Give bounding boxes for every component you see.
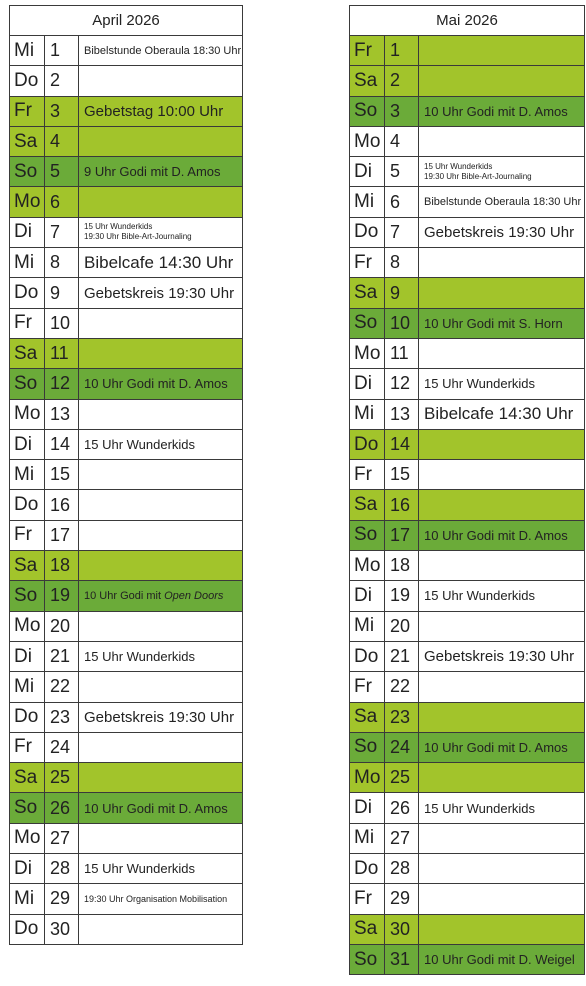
event-cell: [79, 914, 243, 944]
weekday-cell: So: [350, 96, 385, 126]
calendar-row: [350, 308, 585, 338]
event-cell: Bibelcafe 14:30 Uhr: [419, 399, 585, 429]
event-cell: [419, 338, 585, 368]
day-number-cell: 8: [385, 248, 419, 278]
calendar-row: [350, 187, 585, 217]
weekday-cell: Mo: [350, 126, 385, 156]
weekday-cell: Sa: [350, 914, 385, 944]
event-line: 15 Uhr Wunderkids: [84, 222, 153, 232]
calendar-row: [10, 641, 243, 671]
weekday-cell: Do: [350, 854, 385, 884]
weekday-cell: Mo: [10, 611, 45, 641]
event-cell: [419, 248, 585, 278]
event-cell: [419, 429, 585, 459]
event-cell: 10 Uhr Godi mit D. Amos: [419, 96, 585, 126]
event-cell: [419, 157, 585, 187]
calendar-row: [10, 278, 243, 308]
event-cell: 15 Uhr Wunderkids: [79, 429, 243, 459]
calendar-row: [350, 672, 585, 702]
event-cell: 10 Uhr Godi mit D. Weigel: [419, 944, 585, 974]
weekday-cell: Fr: [350, 672, 385, 702]
weekday-cell: Fr: [350, 884, 385, 914]
day-number-cell: 13: [45, 399, 79, 429]
day-number-cell: 5: [45, 157, 79, 187]
weekday-cell: Di: [350, 157, 385, 187]
event-cell: [419, 854, 585, 884]
weekday-cell: Mi: [10, 460, 45, 490]
weekday-cell: Do: [350, 429, 385, 459]
event-cell: [419, 914, 585, 944]
day-number-cell: 10: [45, 308, 79, 338]
calendar-row: [350, 763, 585, 793]
event-cell: [79, 217, 243, 247]
event-cell: [79, 551, 243, 581]
day-number-cell: 11: [45, 338, 79, 368]
event-cell: 15 Uhr Wunderkids: [419, 581, 585, 611]
day-number-cell: 24: [385, 732, 419, 762]
calendar-row: [10, 793, 243, 823]
event-cell: [79, 66, 243, 96]
weekday-cell: Di: [10, 641, 45, 671]
day-number-cell: 19: [45, 581, 79, 611]
event-cell: [79, 338, 243, 368]
weekday-cell: Do: [350, 641, 385, 671]
calendar-row: [350, 732, 585, 762]
calendar-row: [350, 369, 585, 399]
event-guest: Open Doors: [164, 589, 224, 602]
day-number-cell: 1: [385, 36, 419, 66]
day-number-cell: 27: [45, 823, 79, 853]
calendar-row: [10, 36, 243, 66]
event-cell: [419, 611, 585, 641]
day-number-cell: 26: [45, 793, 79, 823]
weekday-cell: Mi: [10, 248, 45, 278]
weekday-cell: Mo: [10, 823, 45, 853]
calendar-row: [350, 944, 585, 974]
day-number-cell: 15: [45, 460, 79, 490]
calendar-row: [10, 884, 243, 914]
day-number-cell: 12: [385, 369, 419, 399]
calendar-row: [350, 702, 585, 732]
day-number-cell: 7: [385, 217, 419, 247]
event-cell: 19:30 Uhr Organisation Mobilisation: [79, 884, 243, 914]
calendar-row: [350, 217, 585, 247]
event-cell: Gebetskreis 19:30 Uhr: [79, 702, 243, 732]
day-number-cell: 23: [385, 702, 419, 732]
event-cell: 10 Uhr Godi mit D. Amos: [419, 520, 585, 550]
calendar-row: [10, 854, 243, 884]
weekday-cell: Sa: [350, 490, 385, 520]
day-number-cell: 9: [385, 278, 419, 308]
calendar-row: [350, 66, 585, 96]
calendar-row: [10, 702, 243, 732]
event-cell: [79, 672, 243, 702]
day-number-cell: 10: [385, 308, 419, 338]
calendar-mai: [349, 5, 585, 975]
calendar-row: [350, 126, 585, 156]
weekday-cell: Mi: [10, 36, 45, 66]
day-number-cell: 7: [45, 217, 79, 247]
month-title: Mai 2026: [350, 6, 585, 36]
event-cell: 10 Uhr Godi mit D. Amos: [79, 369, 243, 399]
event-cell: [79, 763, 243, 793]
day-number-cell: 29: [385, 884, 419, 914]
calendar-row: [350, 854, 585, 884]
event-cell: 15 Uhr Wunderkids: [79, 641, 243, 671]
day-number-cell: 4: [385, 126, 419, 156]
weekday-cell: Fr: [350, 460, 385, 490]
event-cell: [419, 672, 585, 702]
calendar-row: [350, 36, 585, 66]
day-number-cell: 21: [45, 641, 79, 671]
day-number-cell: 11: [385, 338, 419, 368]
event-cell: [419, 66, 585, 96]
weekday-cell: Fr: [10, 520, 45, 550]
day-number-cell: 21: [385, 641, 419, 671]
weekday-cell: Mi: [10, 672, 45, 702]
day-number-cell: 19: [385, 581, 419, 611]
weekday-cell: Di: [350, 793, 385, 823]
weekday-cell: Sa: [10, 763, 45, 793]
weekday-cell: Mo: [350, 763, 385, 793]
weekday-cell: So: [350, 732, 385, 762]
event-cell: 10 Uhr Godi mit S. Horn: [419, 308, 585, 338]
calendar-row: [350, 399, 585, 429]
calendar-row: [10, 672, 243, 702]
event-cell: [419, 551, 585, 581]
calendar-row: [350, 793, 585, 823]
weekday-cell: So: [10, 369, 45, 399]
weekday-cell: Do: [10, 66, 45, 96]
weekday-cell: Do: [10, 278, 45, 308]
calendar-row: [10, 823, 243, 853]
weekday-cell: Fr: [350, 36, 385, 66]
day-number-cell: 15: [385, 460, 419, 490]
day-number-cell: 18: [385, 551, 419, 581]
day-number-cell: 4: [45, 126, 79, 156]
calendar-row: [10, 369, 243, 399]
event-cell: [79, 581, 243, 611]
calendar-row: [350, 460, 585, 490]
event-cell: Bibelstunde Oberaula 18:30 Uhr: [79, 36, 243, 66]
weekday-cell: Do: [10, 914, 45, 944]
day-number-cell: 27: [385, 823, 419, 853]
weekday-cell: Sa: [10, 551, 45, 581]
weekday-cell: Do: [10, 702, 45, 732]
event-cell: 10 Uhr Godi mit D. Amos: [79, 793, 243, 823]
weekday-cell: Di: [350, 581, 385, 611]
calendar-row: [350, 581, 585, 611]
calendar-row: [350, 914, 585, 944]
month-title: April 2026: [10, 6, 243, 36]
day-number-cell: 14: [385, 429, 419, 459]
weekday-cell: Di: [10, 854, 45, 884]
event-cell: Gebetstag 10:00 Uhr: [79, 96, 243, 126]
event-cell: [79, 399, 243, 429]
calendar-row: [10, 157, 243, 187]
event-text: 10 Uhr Godi mit: [84, 589, 165, 602]
event-cell: [79, 187, 243, 217]
day-number-cell: 18: [45, 551, 79, 581]
day-number-cell: 23: [45, 702, 79, 732]
weekday-cell: Sa: [350, 66, 385, 96]
weekday-cell: Fr: [350, 248, 385, 278]
event-line: 15 Uhr Wunderkids: [424, 161, 493, 171]
weekday-cell: Fr: [10, 732, 45, 762]
event-cell: [419, 126, 585, 156]
calendar-row: [350, 157, 585, 187]
day-number-cell: 12: [45, 369, 79, 399]
day-number-cell: 6: [385, 187, 419, 217]
calendar-row: [350, 338, 585, 368]
event-cell: Bibelcafe 14:30 Uhr: [79, 248, 243, 278]
calendar-row: [10, 126, 243, 156]
calendar-row: [10, 460, 243, 490]
calendar-row: [10, 66, 243, 96]
day-number-cell: 24: [45, 732, 79, 762]
calendar-row: [350, 520, 585, 550]
calendar-row: [10, 581, 243, 611]
weekday-cell: Mi: [350, 187, 385, 217]
weekday-cell: Mi: [350, 611, 385, 641]
weekday-cell: Di: [10, 217, 45, 247]
weekday-cell: Fr: [10, 308, 45, 338]
calendar-row: [350, 429, 585, 459]
event-cell: [79, 732, 243, 762]
day-number-cell: 2: [385, 66, 419, 96]
calendar-row: [10, 490, 243, 520]
day-number-cell: 1: [45, 36, 79, 66]
calendar-row: [350, 641, 585, 671]
day-number-cell: 2: [45, 66, 79, 96]
calendar-row: [10, 914, 243, 944]
day-number-cell: 20: [45, 611, 79, 641]
calendar-row: [10, 551, 243, 581]
weekday-cell: So: [350, 520, 385, 550]
calendar-row: [10, 308, 243, 338]
day-number-cell: 5: [385, 157, 419, 187]
event-cell: [419, 490, 585, 520]
day-number-cell: 31: [385, 944, 419, 974]
event-cell: [79, 126, 243, 156]
calendar-april: [9, 5, 243, 945]
weekday-cell: Sa: [10, 338, 45, 368]
event-cell: [419, 763, 585, 793]
day-number-cell: 28: [385, 854, 419, 884]
day-number-cell: 30: [45, 914, 79, 944]
event-cell: [419, 884, 585, 914]
day-number-cell: 9: [45, 278, 79, 308]
weekday-cell: So: [10, 793, 45, 823]
weekday-cell: Mo: [10, 399, 45, 429]
weekday-cell: So: [350, 944, 385, 974]
event-cell: 15 Uhr Wunderkids: [419, 793, 585, 823]
day-number-cell: 22: [45, 672, 79, 702]
calendar-row: [350, 551, 585, 581]
calendar-row: [10, 520, 243, 550]
day-number-cell: 3: [385, 96, 419, 126]
weekday-cell: Sa: [350, 702, 385, 732]
calendar-row: [10, 763, 243, 793]
event-cell: [419, 460, 585, 490]
event-cell: [79, 308, 243, 338]
day-number-cell: 3: [45, 96, 79, 126]
calendar-row: [350, 490, 585, 520]
day-number-cell: 14: [45, 429, 79, 459]
calendar-row: [10, 217, 243, 247]
event-cell: [79, 460, 243, 490]
event-cell: [79, 611, 243, 641]
day-number-cell: 17: [385, 520, 419, 550]
calendar-row: [10, 732, 243, 762]
weekday-cell: Mo: [350, 338, 385, 368]
calendar-row: [350, 248, 585, 278]
day-number-cell: 29: [45, 884, 79, 914]
weekday-cell: Do: [350, 217, 385, 247]
weekday-cell: Di: [10, 429, 45, 459]
calendar-row: [10, 429, 243, 459]
event-cell: [79, 490, 243, 520]
event-cell: Gebetskreis 19:30 Uhr: [79, 278, 243, 308]
weekday-cell: Do: [10, 490, 45, 520]
calendar-row: [10, 187, 243, 217]
day-number-cell: 26: [385, 793, 419, 823]
day-number-cell: 6: [45, 187, 79, 217]
calendar-row: [350, 884, 585, 914]
weekday-cell: Mi: [350, 823, 385, 853]
event-cell: [419, 36, 585, 66]
day-number-cell: 8: [45, 248, 79, 278]
calendar-row: [350, 96, 585, 126]
day-number-cell: 16: [385, 490, 419, 520]
weekday-cell: Mo: [10, 187, 45, 217]
calendar-row: [10, 338, 243, 368]
calendar-row: [350, 278, 585, 308]
weekday-cell: Mi: [10, 884, 45, 914]
weekday-cell: Mo: [350, 551, 385, 581]
event-line: 19:30 Uhr Bible-Art-Journaling: [84, 232, 192, 242]
calendar-row: [10, 611, 243, 641]
day-number-cell: 25: [45, 763, 79, 793]
event-cell: [419, 702, 585, 732]
day-number-cell: 28: [45, 854, 79, 884]
weekday-cell: Mi: [350, 399, 385, 429]
day-number-cell: 20: [385, 611, 419, 641]
event-line: 19:30 Uhr Bible-Art-Journaling: [424, 171, 532, 181]
event-cell: [419, 823, 585, 853]
day-number-cell: 13: [385, 399, 419, 429]
weekday-cell: Sa: [350, 278, 385, 308]
event-cell: Gebetskreis 19:30 Uhr: [419, 217, 585, 247]
day-number-cell: 16: [45, 490, 79, 520]
calendar-row: [10, 96, 243, 126]
calendar-row: [10, 248, 243, 278]
weekday-cell: So: [10, 157, 45, 187]
weekday-cell: Di: [350, 369, 385, 399]
calendar-row: [350, 823, 585, 853]
day-number-cell: 25: [385, 763, 419, 793]
weekday-cell: So: [350, 308, 385, 338]
event-cell: [419, 278, 585, 308]
event-cell: 10 Uhr Godi mit D. Amos: [419, 732, 585, 762]
event-cell: 9 Uhr Godi mit D. Amos: [79, 157, 243, 187]
event-cell: 15 Uhr Wunderkids: [419, 369, 585, 399]
weekday-cell: So: [10, 581, 45, 611]
event-cell: Gebetskreis 19:30 Uhr: [419, 641, 585, 671]
weekday-cell: Fr: [10, 96, 45, 126]
event-cell: Bibelstunde Oberaula 18:30 Uhr: [419, 187, 585, 217]
weekday-cell: Sa: [10, 126, 45, 156]
event-cell: 15 Uhr Wunderkids: [79, 854, 243, 884]
day-number-cell: 30: [385, 914, 419, 944]
calendar-row: [10, 399, 243, 429]
event-cell: [79, 520, 243, 550]
day-number-cell: 17: [45, 520, 79, 550]
event-cell: [79, 823, 243, 853]
day-number-cell: 22: [385, 672, 419, 702]
calendar-row: [350, 611, 585, 641]
